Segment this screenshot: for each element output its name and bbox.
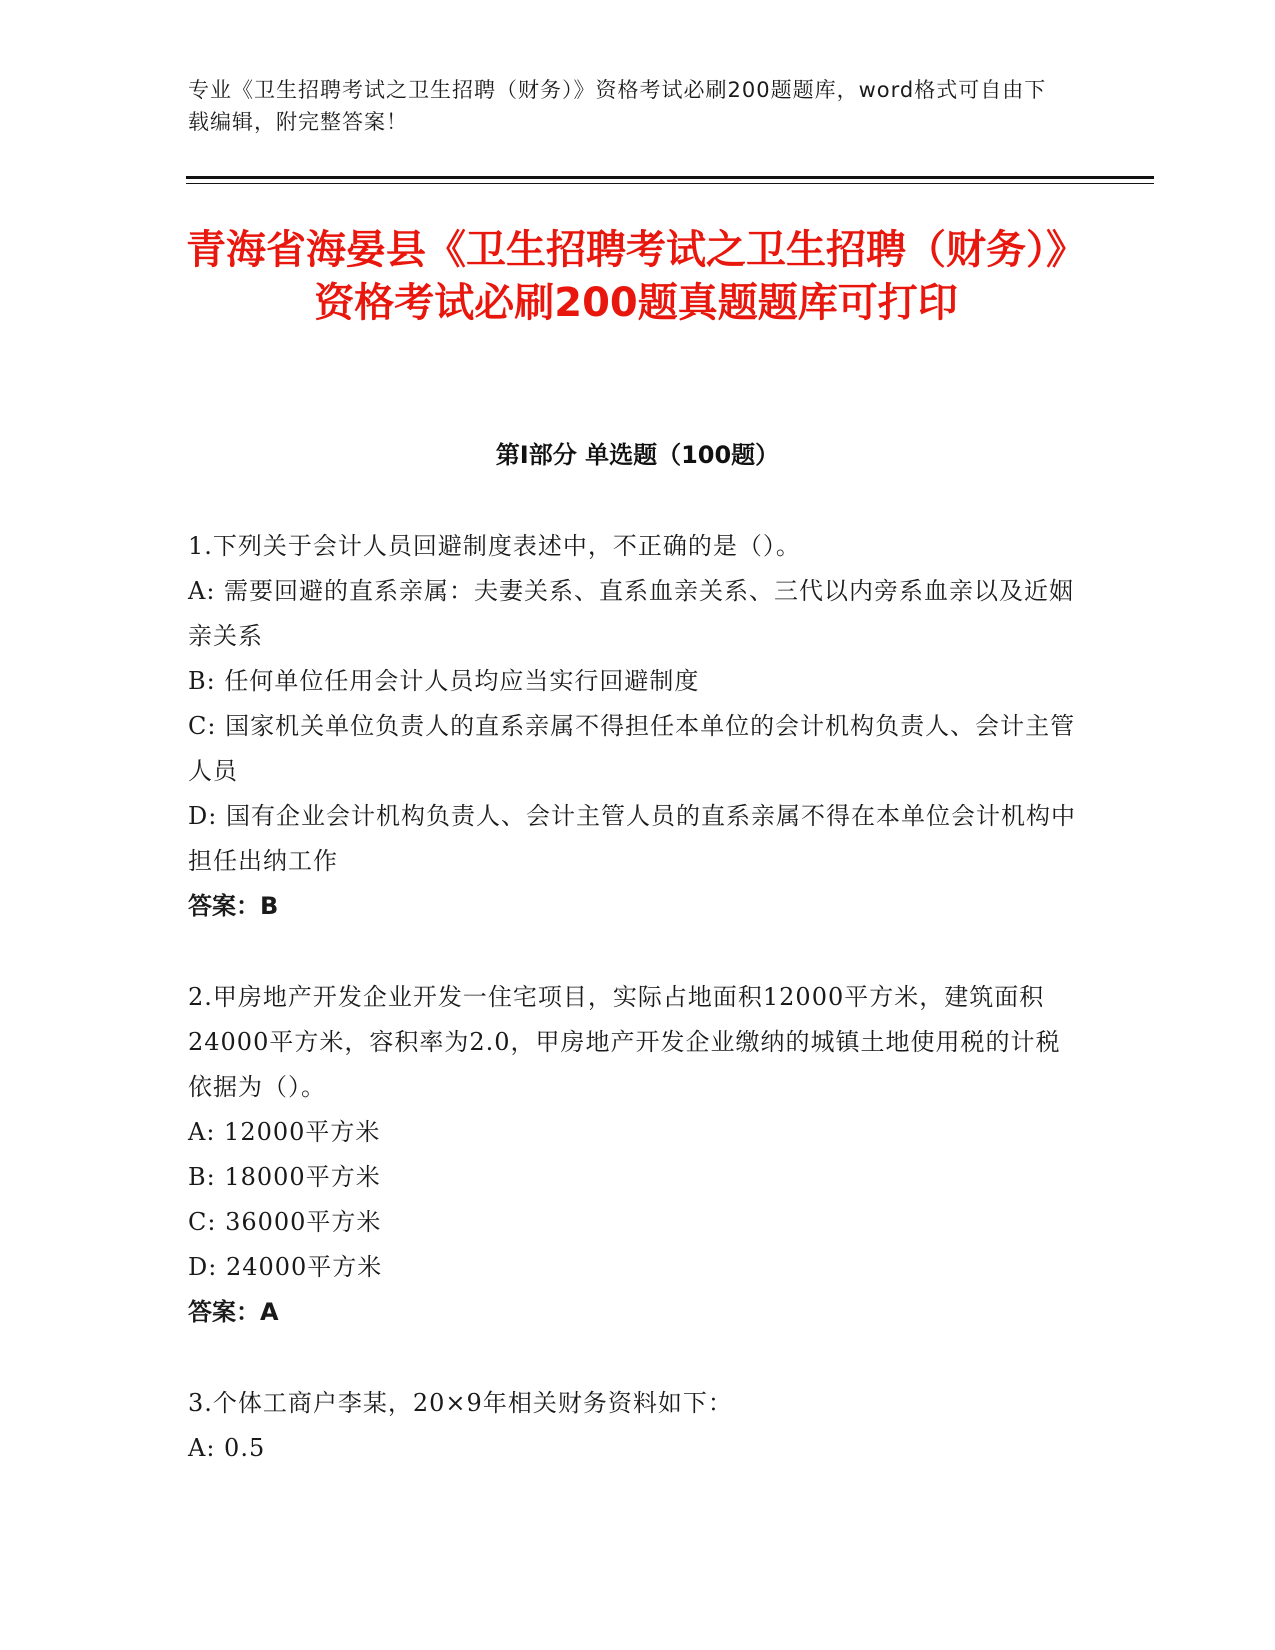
option-b: B: 任何单位任用会计人员均应当实行回避制度	[188, 667, 700, 695]
header-rule-thick	[186, 176, 1154, 179]
section-title: 第Ⅰ部分 单选题（100题）	[495, 441, 780, 469]
question-text: 2.甲房地产开发企业开发一住宅项目，实际占地面积12000平方米，建筑面积24000平方米，容积率为2.0，甲房地产开发企业缴纳的城镇土地使用税的计税依据为（）。	[188, 983, 1061, 1101]
option-a: A: 12000平方米	[188, 1118, 381, 1146]
option-c: C: 国家机关单位负责人的直系亲属不得担任本单位的会计机构负责人、会计主管人员	[188, 712, 1076, 785]
option-d: D: 国有企业会计机构负责人、会计主管人员的直系亲属不得在本单位会计机构中担任出纳工作	[188, 802, 1076, 875]
option-d: D: 24000平方米	[188, 1253, 383, 1281]
option-b: B: 18000平方米	[188, 1163, 381, 1191]
document-title: 青海省海晏县《卫生招聘考试之卫生招聘（财务）》资格考试必刷200题真题题库可打印	[186, 227, 1086, 326]
option-a: A: 需要回避的直系亲属：夫妻关系、直系血亲关系、三代以内旁系血亲以及近姻亲关系	[188, 577, 1075, 650]
answer-label: 答案：A	[188, 1298, 279, 1326]
question-item	[188, 975, 1078, 1335]
question-text: 3.个体工商户李某，20×9年相关财务资料如下：	[188, 1389, 733, 1417]
question-list	[188, 524, 1078, 1517]
question-item	[188, 524, 1078, 929]
header-rule-thin	[186, 183, 1154, 184]
answer-label: 答案：B	[188, 892, 279, 920]
option-a: A: 0.5	[188, 1434, 266, 1462]
header-note: 专业《卫生招聘考试之卫生招聘（财务）》资格考试必刷200题题库，word格式可自由下载编辑，附完整答案！	[188, 78, 1047, 134]
option-c: C: 36000平方米	[188, 1208, 382, 1236]
question-text: 1.下列关于会计人员回避制度表述中，不正确的是（）。	[188, 532, 801, 560]
question-item	[188, 1381, 1078, 1471]
